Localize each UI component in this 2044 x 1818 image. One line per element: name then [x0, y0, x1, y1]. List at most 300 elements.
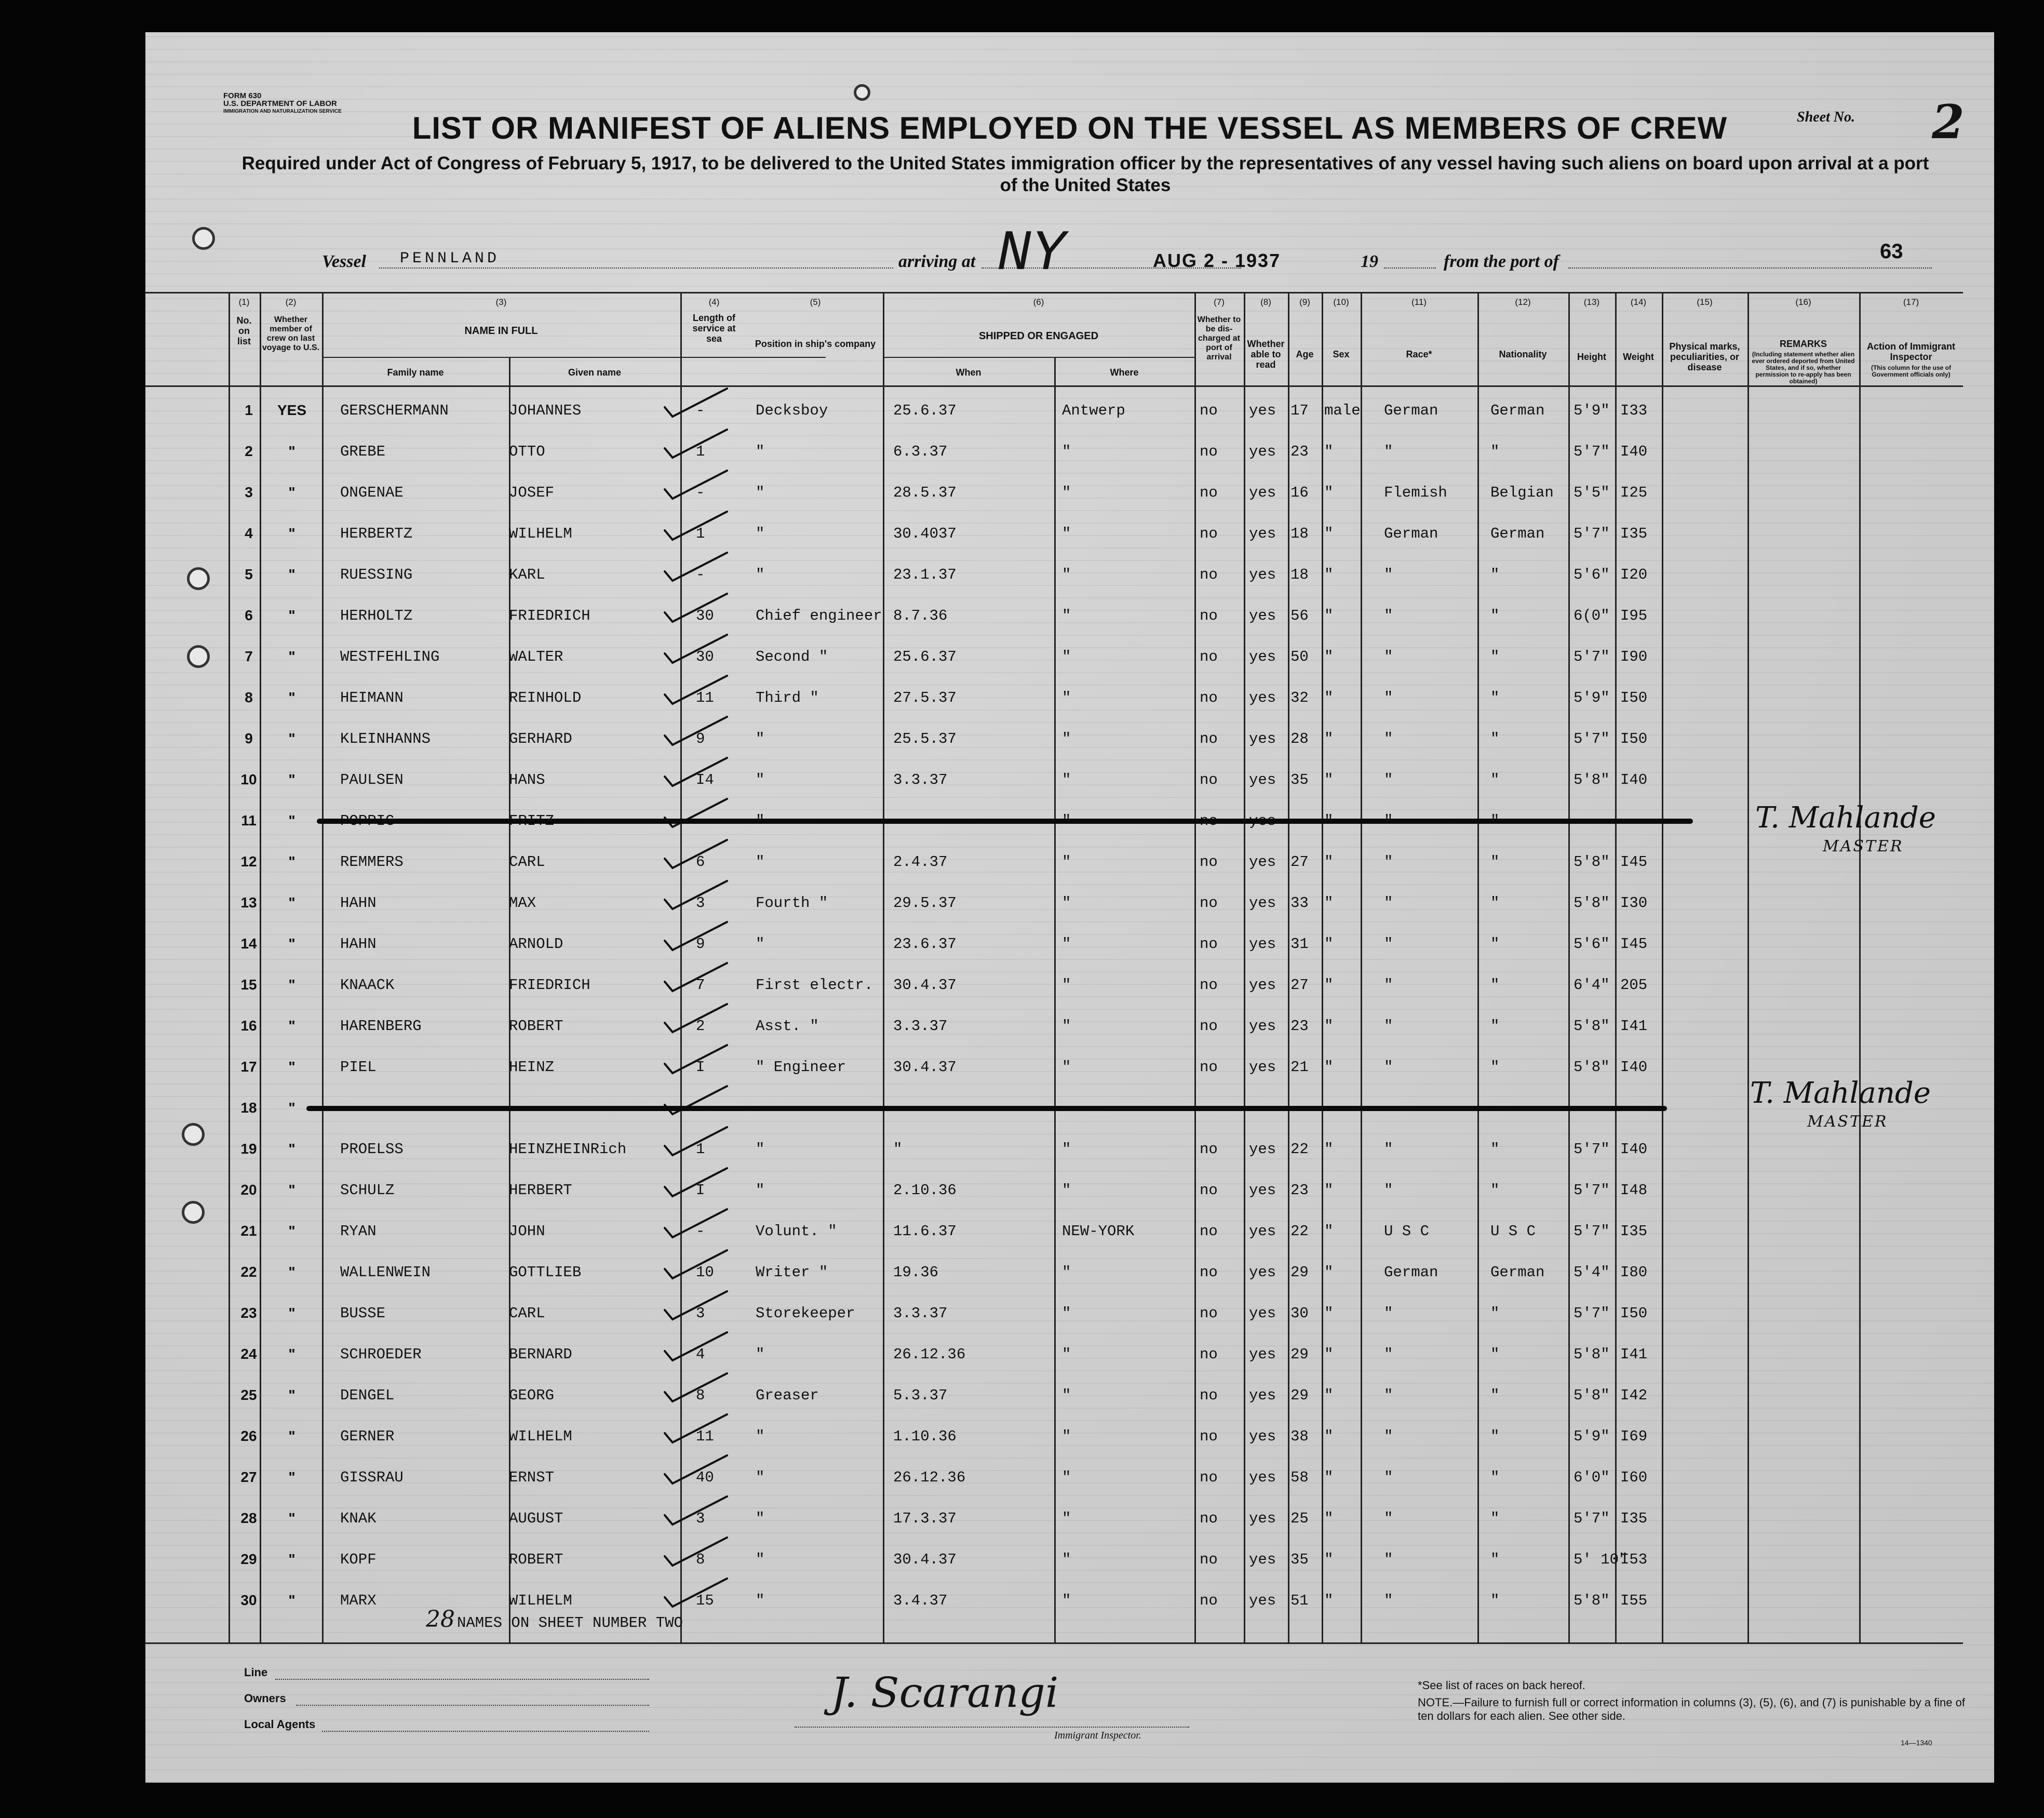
cell-where: ": [1062, 443, 1071, 460]
cell-disch: no: [1200, 935, 1218, 953]
cell-family: PIEL: [340, 1059, 376, 1076]
cell-nat: ": [1490, 1469, 1500, 1486]
cell-height: 5'6": [1574, 935, 1610, 953]
cell-family: GREBE: [340, 443, 386, 460]
cell-no: 25: [240, 1387, 257, 1403]
cell-family: GERSCHERMANN: [340, 402, 449, 419]
cell-no: 2: [245, 443, 253, 459]
cell-when: 30.4.37: [893, 1551, 957, 1568]
cell-age: 23: [1290, 443, 1309, 460]
cell-weight: I50: [1620, 1305, 1648, 1322]
check-mark-icon: [660, 1084, 732, 1120]
cell-service: 11: [696, 1428, 714, 1445]
cell-read: yes: [1249, 1141, 1276, 1158]
cell-where: ": [1062, 935, 1071, 953]
master-label: MASTER: [1807, 1113, 1888, 1131]
cell-given: WILHELM: [509, 1428, 572, 1445]
check-mark-icon: [660, 715, 732, 751]
cell-family: HERHOLTZ: [340, 607, 413, 624]
check-mark-icon: [660, 920, 732, 956]
cell-weight: I40: [1620, 1141, 1648, 1158]
cell-last: ": [288, 1018, 295, 1034]
cell-family: DENGEL: [340, 1387, 395, 1404]
cell-when: 30.4.37: [893, 977, 957, 994]
cell-age: 27: [1290, 977, 1309, 994]
cell-nat: U S C: [1490, 1223, 1536, 1240]
remarks-note: (Including statement whether alien ever ordered deported from United States, and if so, whether permission to re-apply has been obtained): [1752, 351, 1855, 385]
cell-no: 29: [240, 1551, 257, 1567]
col-header: Position in ship's company: [755, 339, 876, 349]
cell-disch: no: [1200, 443, 1218, 460]
vessel-name: PENNLAND: [400, 250, 500, 268]
cell-service: -: [696, 402, 705, 419]
cell-no: 28: [240, 1510, 257, 1526]
cell-last: ": [288, 648, 295, 664]
sub-where: Where: [1110, 367, 1139, 378]
cell-sex: ": [1324, 1428, 1334, 1445]
cell-height: 5'8": [1574, 1346, 1610, 1363]
cell-last: ": [288, 1264, 295, 1280]
cell-race: ": [1384, 648, 1393, 665]
cell-read: yes: [1249, 484, 1276, 501]
cell-height: 6'4": [1574, 977, 1610, 994]
cell-read: yes: [1249, 894, 1276, 912]
cell-family: MARX: [340, 1592, 376, 1609]
cell-last: ": [288, 1510, 295, 1526]
cell-read: yes: [1249, 1551, 1276, 1568]
cell-age: 38: [1290, 1428, 1309, 1445]
cell-when: 25.5.37: [893, 730, 957, 747]
cell-height: 5'8": [1574, 1592, 1610, 1609]
cell-disch: no: [1200, 730, 1218, 747]
cell-weight: 205: [1620, 977, 1648, 994]
cell-read: yes: [1249, 1182, 1276, 1199]
cell-when: 11.6.37: [893, 1223, 957, 1240]
cell-read: yes: [1249, 1223, 1276, 1240]
cell-where: ": [1062, 1059, 1071, 1076]
cell-last: ": [288, 1387, 295, 1403]
cell-given: JOSEF: [509, 484, 555, 501]
cell-height: 5' 10": [1574, 1551, 1628, 1568]
cell-service: 1: [696, 525, 705, 542]
cell-sex: ": [1324, 525, 1334, 542]
cell-age: 22: [1290, 1141, 1309, 1158]
form-code: 14—1340: [1901, 1739, 1932, 1747]
col-header: No. on list: [236, 315, 252, 346]
check-mark-icon: [660, 1207, 732, 1244]
check-mark-icon: [660, 879, 732, 915]
cell-position: ": [756, 1592, 765, 1609]
col-num: (15): [1697, 297, 1713, 307]
cell-sex: ": [1324, 1223, 1334, 1240]
cell-family: KOPF: [340, 1551, 376, 1568]
cell-no: 16: [240, 1018, 257, 1034]
check-mark-icon: [660, 1330, 732, 1367]
cell-when: 30.4037: [893, 525, 957, 542]
cell-nat: ": [1490, 935, 1500, 953]
cell-height: 5'9": [1574, 1428, 1610, 1445]
cell-disch: no: [1200, 1264, 1218, 1281]
col-header: Sex: [1333, 349, 1350, 359]
cell-read: yes: [1249, 689, 1276, 706]
check-mark-icon: [660, 756, 732, 792]
cell-given: KARL: [509, 566, 545, 583]
cell-weight: I42: [1620, 1387, 1648, 1404]
column-rule: [509, 357, 510, 1642]
col-num: (6): [1033, 297, 1044, 307]
col-num: (13): [1583, 297, 1600, 307]
cell-age: 32: [1290, 689, 1309, 706]
cell-weight: I25: [1620, 484, 1648, 501]
cell-where: ": [1062, 1428, 1071, 1445]
cell-height: 5'9": [1574, 402, 1610, 419]
cell-position: ": [756, 566, 765, 583]
inspector-note: (This column for the use of Government officials only): [1871, 364, 1951, 378]
check-mark-icon: [660, 510, 732, 546]
cell-weight: I80: [1620, 1264, 1648, 1281]
cell-nat: ": [1490, 977, 1500, 994]
cell-race: German: [1384, 1264, 1438, 1281]
cell-last: YES: [277, 402, 307, 418]
column-rule: [1615, 292, 1617, 1642]
cell-read: yes: [1249, 1387, 1276, 1404]
arriving-label: arriving at: [898, 252, 976, 271]
check-mark-icon: [660, 1289, 732, 1326]
cell-service: 8: [696, 1387, 705, 1404]
col-num: (14): [1630, 297, 1647, 307]
cell-race: ": [1384, 1428, 1393, 1445]
cell-position: ": [756, 730, 765, 747]
cell-service: I: [696, 1182, 705, 1199]
cell-service: 3: [696, 1305, 705, 1322]
cell-nat: ": [1490, 648, 1500, 665]
cell-sex: ": [1324, 894, 1334, 912]
subheader-rule: [883, 357, 1194, 358]
column-rule: [1859, 292, 1861, 1642]
cell-race: U S C: [1384, 1223, 1430, 1240]
col-header: Age: [1296, 349, 1314, 359]
cell-service: -: [696, 1223, 705, 1240]
names-on-sheet: [426, 1606, 683, 1633]
cell-family: WALLENWEIN: [340, 1264, 431, 1281]
cell-sex: ": [1324, 484, 1334, 501]
cell-service: 30: [696, 648, 714, 665]
cell-disch: no: [1200, 1305, 1218, 1322]
line-label: Line: [244, 1666, 268, 1679]
cell-disch: no: [1200, 1182, 1218, 1199]
cell-disch: no: [1200, 1059, 1218, 1076]
cell-last: ": [288, 1182, 295, 1198]
column-rule: [1288, 292, 1289, 1642]
cell-where: ": [1062, 1141, 1071, 1158]
check-mark-icon: [660, 1535, 732, 1572]
cell-read: yes: [1249, 977, 1276, 994]
cell-nat: ": [1490, 1387, 1500, 1404]
cell-given: BERNARD: [509, 1346, 572, 1363]
cell-sex: ": [1324, 1510, 1334, 1527]
cell-when: 25.6.37: [893, 648, 957, 665]
cell-read: yes: [1249, 1346, 1276, 1363]
cell-height: 5'6": [1574, 566, 1610, 583]
cell-race: ": [1384, 1059, 1393, 1076]
cell-given: GERHARD: [509, 730, 572, 747]
cell-read: yes: [1249, 525, 1276, 542]
cell-age: 58: [1290, 1469, 1309, 1486]
cell-nat: ": [1490, 1592, 1500, 1609]
cell-given: AUGUST: [509, 1510, 563, 1527]
cell-position: ": [756, 853, 765, 871]
year-label: 19: [1361, 252, 1378, 271]
cell-nat: ": [1490, 730, 1500, 747]
cell-when: 29.5.37: [893, 894, 957, 912]
cell-age: 30: [1290, 1305, 1309, 1322]
cell-when: 5.3.37: [893, 1387, 948, 1404]
cell-no: 4: [245, 525, 253, 541]
col-num: (4): [708, 297, 720, 307]
cell-where: ": [1062, 977, 1071, 994]
cell-family: PROELSS: [340, 1141, 404, 1158]
master-signature: T. Mahlande: [1755, 801, 1936, 835]
cell-family: HAHN: [340, 894, 376, 912]
cell-given: GEORG: [509, 1387, 555, 1404]
cell-service: 2: [696, 1018, 705, 1035]
cell-sex: male: [1324, 402, 1361, 419]
col-num: (7): [1214, 297, 1225, 307]
cell-position: Writer ": [756, 1264, 828, 1281]
column-rule: [322, 292, 324, 1642]
cell-weight: I40: [1620, 1059, 1648, 1076]
col-num: (1): [238, 297, 250, 307]
cell-service: 1: [696, 443, 705, 460]
cell-service: 10: [696, 1264, 714, 1281]
cell-nat: ": [1490, 771, 1500, 788]
cell-height: 5'7": [1574, 1510, 1610, 1527]
master-signature: T. Mahlande: [1750, 1076, 1931, 1110]
cell-sex: ": [1324, 1469, 1334, 1486]
cell-when: 3.3.37: [893, 1018, 948, 1035]
cell-given: ARNOLD: [509, 935, 563, 953]
owners-rule: [296, 1705, 649, 1706]
cell-given: REINHOLD: [509, 689, 582, 706]
cell-nat: Belgian: [1490, 484, 1554, 501]
cell-race: ": [1384, 730, 1393, 747]
col-header: Physical marks, peculiarities, or disease: [1669, 341, 1740, 372]
col-header: Whether to be dis-charged at port of arrival: [1197, 315, 1241, 362]
cell-height: 6(0": [1574, 607, 1610, 624]
cell-read: yes: [1249, 935, 1276, 953]
cell-weight: I40: [1620, 443, 1648, 460]
cell-no: 6: [245, 607, 253, 623]
sub-given-name: Given name: [568, 367, 622, 378]
check-mark-icon: [660, 592, 732, 628]
cell-position: ": [756, 525, 765, 542]
cell-service: 9: [696, 935, 705, 953]
cell-last: ": [288, 1059, 295, 1075]
cell-race: ": [1384, 853, 1393, 871]
cell-age: 29: [1290, 1387, 1309, 1404]
cell-last: ": [288, 1592, 295, 1608]
cell-last: ": [288, 771, 295, 787]
date-stamp: AUG 2 - 1937: [1153, 250, 1281, 271]
cell-race: ": [1384, 1551, 1393, 1568]
cell-family: HARENBERG: [340, 1018, 422, 1035]
cell-given: ERNST: [509, 1469, 555, 1486]
cell-race: ": [1384, 1469, 1393, 1486]
arriving-value: NY: [997, 222, 1066, 287]
cell-where: ": [1062, 853, 1071, 871]
cell-when: 28.5.37: [893, 484, 957, 501]
cell-age: 27: [1290, 853, 1309, 871]
col-header: Action of Immigrant Inspector: [1867, 341, 1955, 362]
cell-sex: ": [1324, 1264, 1334, 1281]
check-mark-icon: [660, 386, 732, 423]
cell-no: 24: [240, 1346, 257, 1362]
cell-given: HEINZHEINRich: [509, 1141, 627, 1158]
cell-when: 27.5.37: [893, 689, 957, 706]
column-rule: [1477, 292, 1479, 1642]
cell-height: 5'4": [1574, 1264, 1610, 1281]
cell-where: ": [1062, 1469, 1071, 1486]
cell-weight: I53: [1620, 1551, 1648, 1568]
sheet-no-label: Sheet No.: [1797, 109, 1855, 125]
check-mark-icon: [660, 1002, 732, 1038]
cell-last: ": [288, 1469, 295, 1485]
cell-position: First electr.: [756, 977, 873, 994]
cell-where: ": [1062, 1018, 1071, 1035]
cell-read: yes: [1249, 607, 1276, 624]
cell-family: KNAACK: [340, 977, 395, 994]
cell-age: 17: [1290, 402, 1309, 419]
cell-no: 1: [245, 402, 253, 418]
cell-last: ": [288, 1551, 295, 1567]
cell-given: OTTO: [509, 443, 545, 460]
sheet-no-value: 2: [1932, 95, 1965, 150]
cell-given: FRIEDRICH: [509, 977, 590, 994]
owners-label: Owners: [244, 1692, 286, 1705]
cell-race: ": [1384, 977, 1393, 994]
cell-weight: I90: [1620, 648, 1648, 665]
cell-read: yes: [1249, 443, 1276, 460]
cell-service: I: [696, 1059, 705, 1076]
cell-where: ": [1062, 689, 1071, 706]
cell-sex: ": [1324, 689, 1334, 706]
cell-last: ": [288, 525, 295, 541]
department: U.S. DEPARTMENT OF LABOR: [223, 99, 337, 108]
cell-given: ROBERT: [509, 1551, 563, 1568]
cell-position: Second ": [756, 648, 828, 665]
column-rule: [1361, 292, 1362, 1642]
cell-where: ": [1062, 1592, 1071, 1609]
column-rule: [228, 292, 230, 1642]
cell-nat: ": [1490, 607, 1500, 624]
cell-race: ": [1384, 443, 1393, 460]
cell-where: ": [1062, 1264, 1071, 1281]
sheet-number: 63: [1880, 240, 1903, 263]
cell-sex: ": [1324, 935, 1334, 953]
cell-race: German: [1384, 525, 1438, 542]
cell-given: WALTER: [509, 648, 563, 665]
agents-rule: [322, 1731, 649, 1732]
cell-where: ": [1062, 1346, 1071, 1363]
cell-where: ": [1062, 484, 1071, 501]
cell-position: Greaser: [756, 1387, 819, 1404]
col-num: (11): [1411, 297, 1427, 307]
cell-where: Antwerp: [1062, 402, 1125, 419]
cell-race: ": [1384, 894, 1393, 912]
cell-nat: ": [1490, 689, 1500, 706]
cell-weight: I20: [1620, 566, 1648, 583]
cell-race: ": [1384, 1141, 1393, 1158]
cell-position: ": [756, 1469, 765, 1486]
cell-nat: ": [1490, 1346, 1500, 1363]
cell-when: 26.12.36: [893, 1346, 966, 1363]
cell-no: 11: [241, 812, 257, 828]
cell-family: PAULSEN: [340, 771, 404, 788]
cell-no: 7: [245, 648, 253, 664]
cell-age: 35: [1290, 1551, 1309, 1568]
cell-height: 5'7": [1574, 1305, 1610, 1322]
cell-service: 15: [696, 1592, 714, 1609]
cell-disch: no: [1200, 484, 1218, 501]
cell-sex: ": [1324, 607, 1334, 624]
cell-given: HERBERT: [509, 1182, 572, 1199]
cell-service: 40: [696, 1469, 714, 1486]
cell-sex: ": [1324, 1346, 1334, 1363]
col-num: (9): [1299, 297, 1310, 307]
cell-family: KNAK: [340, 1510, 376, 1527]
cell-given: CARL: [509, 853, 545, 871]
cell-last: ": [288, 1100, 295, 1116]
cell-position: Volunt. ": [756, 1223, 837, 1240]
cell-read: yes: [1249, 1264, 1276, 1281]
cell-no: 8: [245, 689, 253, 705]
cell-nat: ": [1490, 566, 1500, 583]
strike-line: [306, 1106, 1667, 1111]
cell-age: 29: [1290, 1264, 1309, 1281]
subheader-rule: [322, 357, 826, 358]
cell-age: 23: [1290, 1018, 1309, 1035]
cell-family: RUESSING: [340, 566, 413, 583]
cell-height: 5'7": [1574, 730, 1610, 747]
manifest-sheet: [145, 32, 1994, 1783]
cell-when: 30.4.37: [893, 1059, 957, 1076]
cell-service: 3: [696, 1510, 705, 1527]
col-num: (5): [810, 297, 821, 307]
cell-no: 9: [245, 730, 253, 746]
cell-disch: no: [1200, 648, 1218, 665]
sub-family-name: Family name: [387, 367, 444, 378]
cell-disch: no: [1200, 607, 1218, 624]
check-mark-icon: [660, 1125, 732, 1161]
col-num: (10): [1333, 297, 1349, 307]
cell-no: 12: [240, 853, 257, 870]
check-mark-icon: [660, 1166, 732, 1202]
cell-nat: ": [1490, 1551, 1500, 1568]
cell-weight: I35: [1620, 1223, 1648, 1240]
names-text: NAMES ON SHEET NUMBER TWO: [457, 1614, 683, 1632]
cell-given: CARL: [509, 1305, 545, 1322]
subtitle: Required under Act of Congress of February 5, 1917, to be delivered to the United States immigration officer by the representatives of any vessel having such aliens on board upon arrival at a port of the United States: [241, 153, 1929, 195]
cell-age: 18: [1290, 566, 1309, 583]
cell-family: GISSRAU: [340, 1469, 404, 1486]
cell-weight: I35: [1620, 525, 1648, 542]
cell-last: ": [288, 853, 295, 870]
cell-family: BUSSE: [340, 1305, 386, 1322]
from-port-label: from the port of: [1444, 252, 1559, 271]
races-note: *See list of races on back hereof.: [1418, 1679, 1585, 1692]
cell-nat: ": [1490, 1305, 1500, 1322]
table-top-rule: [145, 292, 1963, 293]
